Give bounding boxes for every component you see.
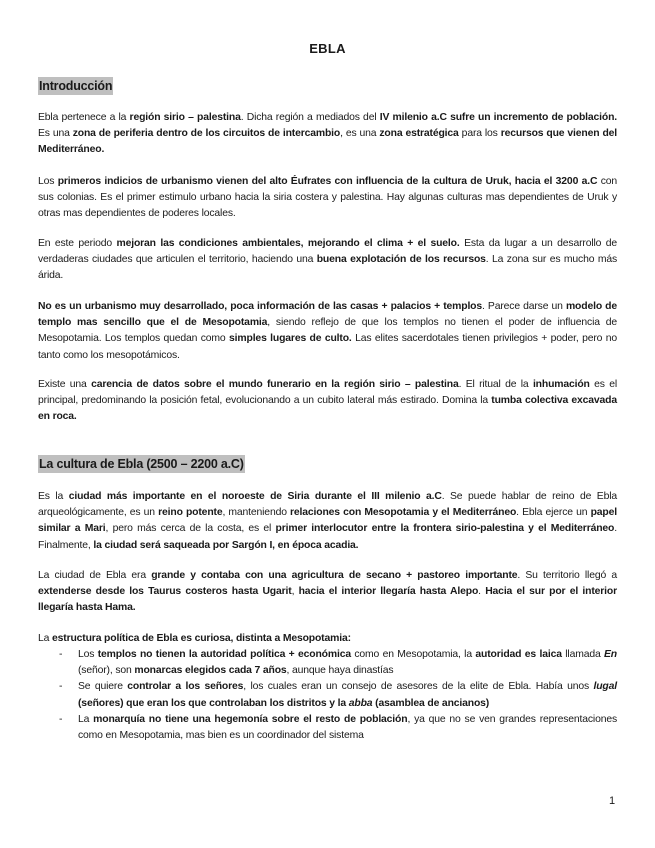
paragraph: No es un urbanismo muy desarrollado, poca información de las casas + palacios + templos. Parece darse un modelo de templo mas sencillo que el de Mesopotamia, siendo reflejo de que los templos no tienen el poder de influencia de Mesopotamia. Los templos quedan como simples lugares de culto. Las elites sacerdotales tienen privilegios + poder, pero no tanto como los mesopotámicos. bbox=[38, 301, 618, 361]
list-item-text: Los templos no tienen la autoridad política + económica como en Mesopotamia, la autoridad es laica llamada En (señor), son monarcas elegidos cada 7 años, aunque haya dinastías bbox=[78, 649, 618, 677]
bullet-dash: - bbox=[59, 713, 63, 725]
paragraph: Los primeros indicios de urbanismo vienen del alto Éufrates con influencia de la cultura de Uruk, hacia el 3200 a.C con sus colonias. Es el primer estimulo urbano hacia la siria costera y palestina. Hay algunas culturas mas dependientes de Uruk y otras mas dependientes de poderes locales. bbox=[38, 176, 618, 220]
section-heading-text: Introducción bbox=[39, 79, 113, 93]
paragraph: La estructura política de Ebla es curiosa, distinta a Mesopotamia: bbox=[38, 633, 351, 644]
bullet-list bbox=[38, 647, 617, 744]
section-heading-cultura-ebla bbox=[38, 457, 245, 471]
paragraph: Existe una carencia de datos sobre el mundo funerario en la región sirio – palestina. El ritual de la inhumación es el principal, predominando la posición fetal, evolucionando a un cubito lateral más estirado. Domina la tumba colectiva excavada en roca. bbox=[38, 379, 618, 423]
paragraph: Ebla pertenece a la región sirio – palestina. Dicha región a mediados del IV milenio a.C sufre un incremento de población. Es una zona de periferia dentro de los circuitos de intercambio, es una zona estratégica para los recursos que vienen del Mediterráneo. bbox=[38, 112, 618, 156]
section-heading-introduccion bbox=[38, 79, 113, 93]
paragraph: En este periodo mejoran las condiciones ambientales, mejorando el clima + el suelo. Esta da lugar a un desarrollo de verdaderas ciudades que articulen el territorio, haciendo una buena explotación de los recursos. La zona sur es mucho más árida. bbox=[38, 238, 618, 282]
document-title: EBLA bbox=[309, 41, 346, 56]
section-heading-text: La cultura de Ebla (2500 – 2200 a.C) bbox=[39, 457, 244, 471]
bullet-dash: - bbox=[59, 649, 63, 660]
list-item bbox=[38, 647, 617, 679]
page-number: 1 bbox=[609, 795, 616, 807]
list-item-text: Se quiere controlar a los señores, los cuales eran un consejo de asesores de la elite de Ebla. Había unos lugal (señores) que eran los que controlaban los distritos y la abba (asamblea de ancianos) bbox=[78, 681, 617, 709]
list-item bbox=[38, 679, 617, 711]
paragraph: La ciudad de Ebla era grande y contaba con una agricultura de secano + pastoreo importante. Su territorio llegó a extenderse desde los Taurus costeros hasta Ugarit, hacia el interior llegaría hasta Alepo. Hacia el sur por el interior llegaría hasta Hama. bbox=[38, 570, 617, 614]
bullet-dash: - bbox=[59, 681, 63, 693]
list-item-text: La monarquía no tiene una hegemonía sobre el resto de población, ya que no se ven grandes representaciones como en Mesopotamia, mas bien es un coordinador del sistema bbox=[78, 713, 618, 742]
paragraph: Es la ciudad más importante en el noroeste de Siria durante el III milenio a.C. Se puede hablar de reino de Ebla arqueológicamente, es un reino potente, manteniendo relaciones con Mesopotamia y el Mediterráneo. Ebla ejerce un papel similar a Mari, pero más cerca de la costa, es el primer interlocutor entre la frontera sirio-palestina y el Mediterráneo. Finalmente, la ciudad será saqueada por Sargón I, en época acadia. bbox=[38, 491, 617, 551]
list-item bbox=[38, 712, 617, 744]
